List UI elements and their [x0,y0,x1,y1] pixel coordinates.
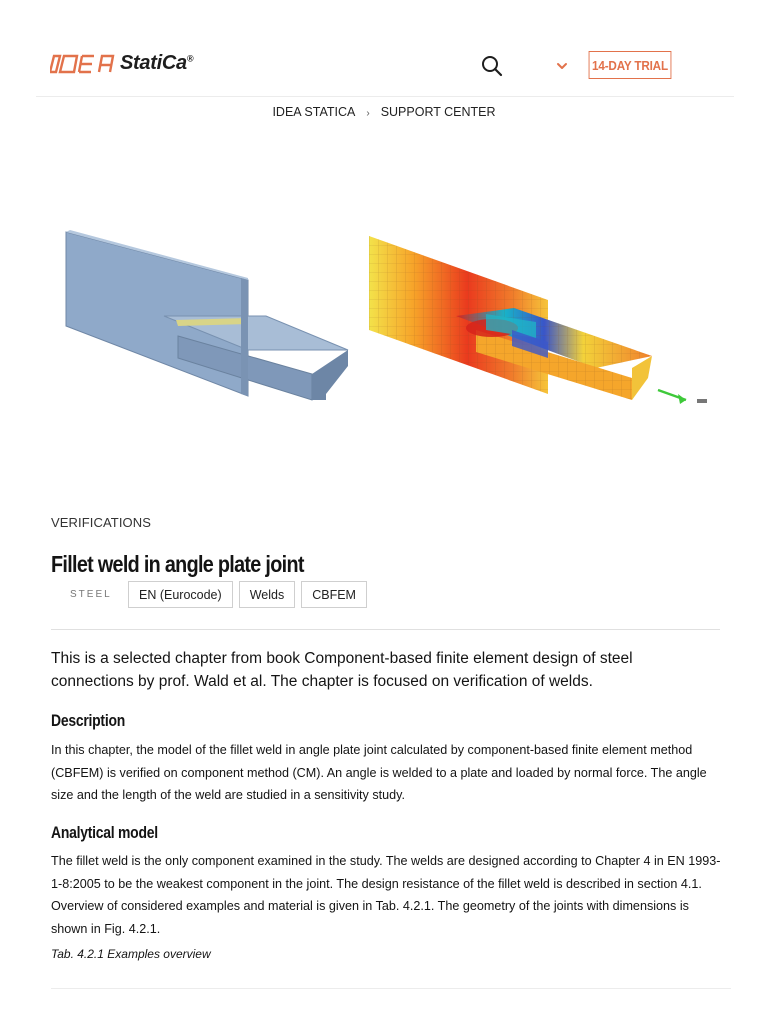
idea-statica-logo[interactable] [50,52,193,75]
article-title: Fillet weld in angle plate joint [51,551,304,578]
breadcrumb-separator: › [366,108,370,119]
tag-cbfem[interactable]: CBFEM [301,581,367,608]
section-heading-description: Description [51,711,125,730]
tag-welds[interactable]: Welds [239,581,296,608]
tag-list [51,581,373,608]
table-caption: Tab. 4.2.1 Examples overview [51,947,211,961]
breadcrumb-support-link[interactable]: SUPPORT CENTER [380,105,496,119]
section-text-description: In this chapter, the model of the fillet weld in angle plate joint calculated by component-based finite element method (CBFEM) is verified on component method (CM). An angle is welded to a plate and loaded by normal force. The angle size and the length of the weld are studied in a sensitivity study. [51,743,707,802]
section-heading-analytical-model: Analytical model [51,823,158,842]
article-intro: This is a selected chapter from book Component-based finite element design of steel connections by prof. Wald et al. The chapter is focused on verification of welds. [51,650,633,690]
steel-model-illustration [66,230,348,400]
section-text-analytical-model: The fillet weld is the only component examined in the study. The welds are designed according to Chapter 4 in EN 1993-1-8:2005 to be the weakest component in the joint. The design resistance of the fillet weld is described in section 4.1. Overview of considered examples and material is given in Tab. 4.2.1. The geometry of the joints with dimensions is shown in Fig. 4.2.1. [51,854,721,936]
idea-logo-mark [50,54,116,74]
stress-model-illustration [369,236,707,404]
divider [51,629,720,630]
chevron-down-icon[interactable] [554,58,570,74]
site-header [36,38,734,97]
search-icon[interactable] [480,54,504,78]
trial-button[interactable]: 14-DAY TRIAL [589,51,672,79]
hero-image [36,218,734,418]
tag-steel: STEEL [70,589,112,600]
breadcrumb [0,105,768,119]
breadcrumb-home-link[interactable]: IDEA STATICA [272,105,356,119]
divider-bottom [51,988,731,989]
tag-eurocode[interactable]: EN (Eurocode) [128,581,233,608]
logo-wordmark: StatiCa® [120,52,194,74]
article-category[interactable]: VERIFICATIONS [51,515,152,530]
